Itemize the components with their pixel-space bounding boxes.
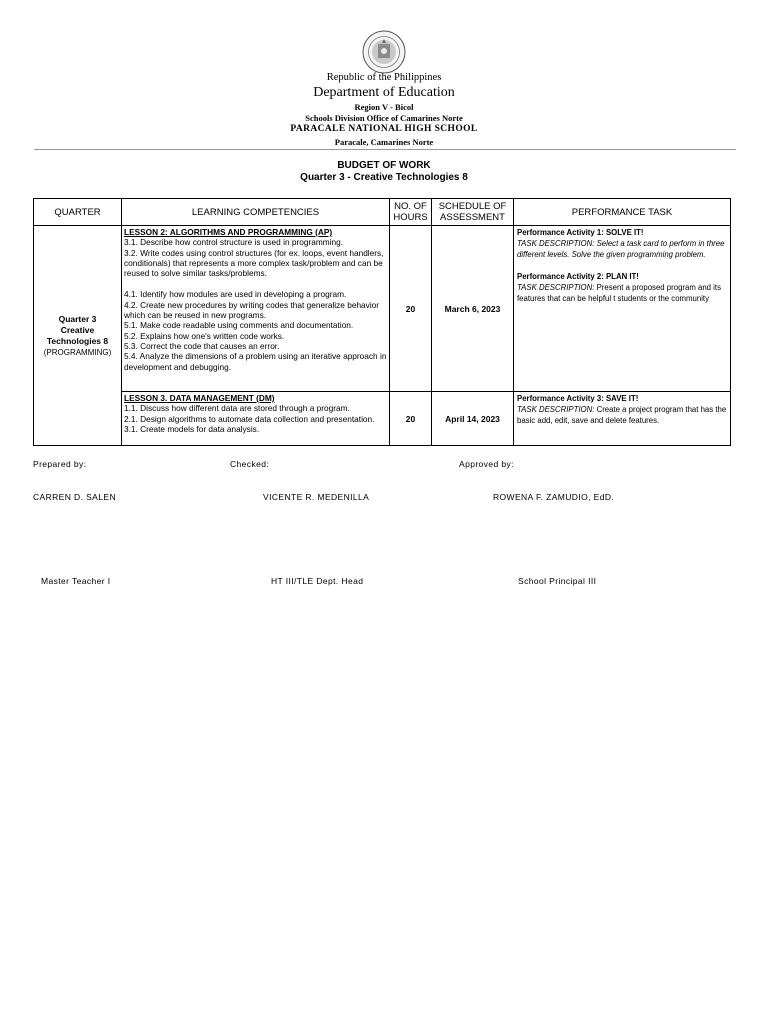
- header-school: PARACALE NATIONAL HIGH SCHOOL: [290, 124, 478, 134]
- task-description-label: TASK DESCRIPTION:: [517, 405, 595, 414]
- budget-of-work-table: [33, 198, 731, 446]
- table-header-row: [34, 199, 731, 226]
- quarter-line: Creative: [60, 324, 95, 335]
- header-task: PERFORMANCE TASK: [514, 199, 731, 226]
- performance-task-cell: [514, 392, 731, 446]
- quarter-line: Technologies 8: [46, 335, 109, 346]
- header-department: Department of Education: [313, 85, 455, 100]
- header-location: Paracale, Camarines Norte: [334, 137, 434, 147]
- competency-item: 5.3. Correct the code that causes an error.: [124, 340, 280, 351]
- activity-title: Performance Activity 2: PLAN IT!: [517, 272, 639, 281]
- activity-description: [517, 238, 727, 260]
- competency-item: 5.1. Make code readable using comments and documentation.: [124, 320, 354, 331]
- activity-description: [517, 404, 727, 426]
- quarter-strand: (PROGRAMMING): [43, 347, 112, 357]
- approved-by-name: ROWENA F. ZAMUDIO, EdD.: [493, 492, 615, 502]
- header-region: Region V - Bicol: [354, 102, 414, 112]
- task-description-label: TASK DESCRIPTION:: [517, 239, 595, 248]
- checked-by-name: VICENTE R. MEDENILLA: [263, 492, 370, 502]
- competency-item: 1.1. Discuss how different data are stored through a program.: [124, 403, 350, 414]
- document-subtitle: Quarter 3 - Creative Technologies 8: [300, 172, 468, 183]
- performance-task-cell: [514, 226, 731, 392]
- task-description-label: TASK DESCRIPTION:: [517, 283, 595, 292]
- competency-item: 5.2. Explains how one's written code works.: [124, 330, 285, 341]
- activity-description: [517, 282, 727, 304]
- prepared-by-position: Master Teacher I: [41, 576, 111, 586]
- hours-cell: 20: [390, 226, 432, 392]
- approved-by-label: Approved by:: [459, 459, 514, 469]
- header-division: Schools Division Office of Camarines Norte: [305, 113, 463, 123]
- quarter-line: Quarter 3: [58, 313, 97, 324]
- task-description-text: Select a task card to perform in three different levels. Solve the given programming problem.: [517, 239, 725, 259]
- table-row: [34, 226, 731, 392]
- table-row: [34, 392, 731, 446]
- competency-item: 3.1. Describe how control structure is used in programming.: [124, 237, 344, 248]
- deped-seal-icon: [362, 30, 406, 74]
- document-title: BUDGET OF WORK: [337, 160, 431, 171]
- lesson-title: LESSON 3. DATA MANAGEMENT (DM): [124, 393, 275, 403]
- lesson-title: LESSON 2: ALGORITHMS AND PROGRAMMING (AP): [124, 227, 333, 237]
- hours-cell: 20: [390, 392, 432, 446]
- schedule-cell: April 14, 2023: [432, 392, 514, 446]
- competencies-cell: [122, 226, 390, 392]
- task-description-text: Create a project program that has the basic add, edit, save and delete features.: [517, 405, 727, 425]
- competency-item: 4.2. Create new procedures by writing codes that generalize behavior which can be reused in new programs.: [124, 299, 380, 321]
- approved-by-position: School Principal III: [518, 576, 597, 586]
- competency-item: 2.1. Design algorithms to automate data collection and presentation.: [124, 413, 375, 424]
- competencies-cell: [122, 392, 390, 446]
- schedule-cell: March 6, 2023: [432, 226, 514, 392]
- header-quarter: QUARTER: [34, 199, 122, 226]
- prepared-by-label: Prepared by:: [33, 459, 87, 469]
- header-divider: [34, 149, 736, 150]
- header-hours: NO. OF HOURS: [390, 199, 432, 226]
- header-competencies: LEARNING COMPETENCIES: [122, 199, 390, 226]
- prepared-by-name: CARREN D. SALEN: [33, 492, 116, 502]
- activity-title: Performance Activity 1: SOLVE IT!: [517, 228, 644, 237]
- header-republic: Republic of the Philippines: [326, 72, 442, 83]
- task-description-text: Present a proposed program and its features that can be helpful t students or the community: [517, 283, 721, 303]
- header-schedule: SCHEDULE OF ASSESSMENT: [432, 199, 514, 226]
- activity-title: Performance Activity 3: SAVE IT!: [517, 394, 639, 403]
- competency-item: 5.4. Analyze the dimensions of a problem using an iterative approach in development and debugging.: [124, 351, 387, 372]
- competency-item: 3.2. Write codes using control structures (for ex. loops, event handlers, conditionals) that represents a more complex task/problem and can be reused to solve similar tasks/problems.: [124, 247, 384, 279]
- checked-by-position: HT III/TLE Dept. Head: [271, 576, 364, 586]
- competency-item: 3.1. Create models for data analysis.: [124, 423, 260, 434]
- competency-item: 4.1. Identify how modules are used in developing a program.: [124, 289, 347, 300]
- checked-label: Checked:: [230, 459, 270, 469]
- quarter-cell: [34, 226, 122, 446]
